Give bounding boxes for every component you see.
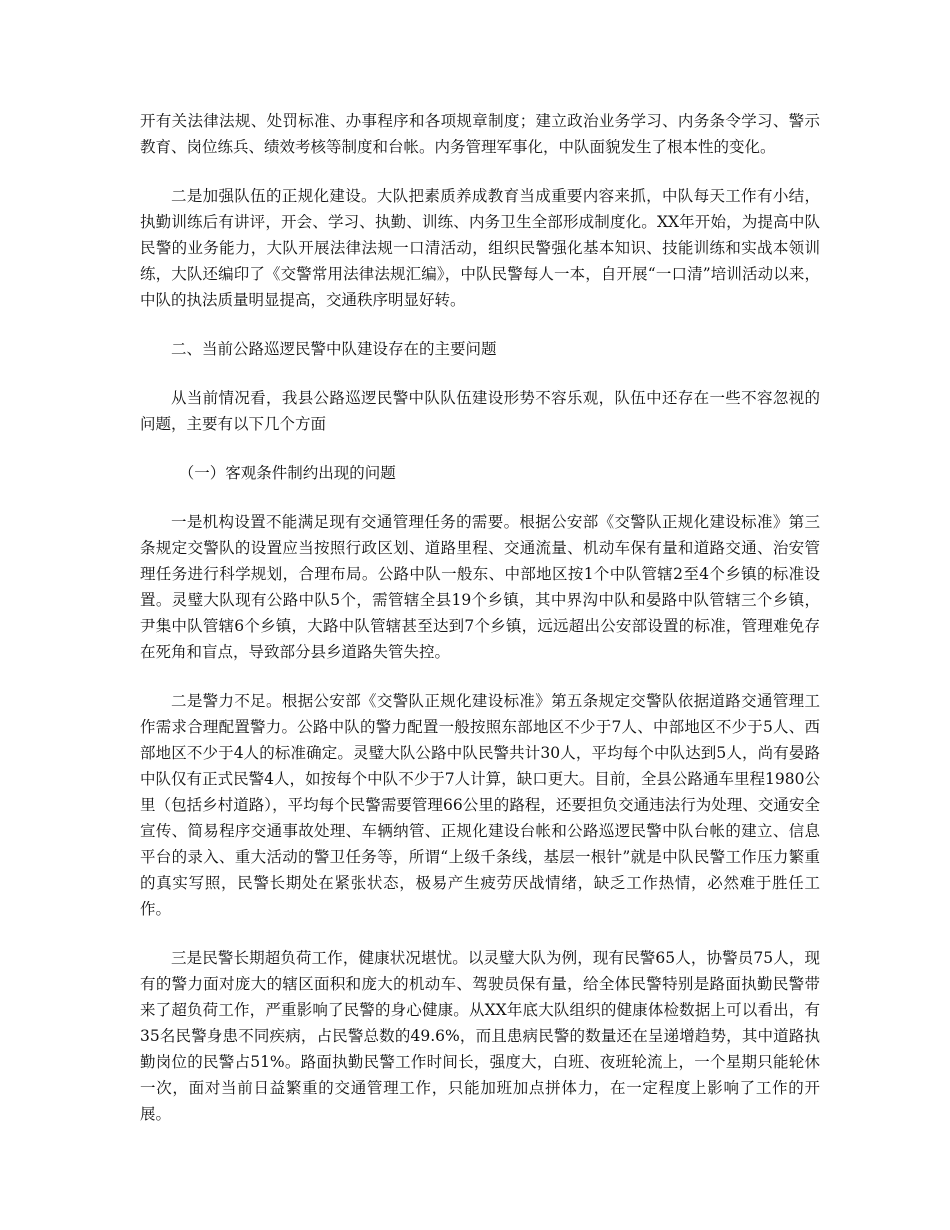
subsection-heading: （一）客观条件制约出现的问题 bbox=[178, 464, 396, 482]
paragraph-1: 开有关法律法规、处罚标准、办事程序和各项规章制度；建立政治业务学习、内务条令学习、警示教育、岗位练兵、绩效考核等制度和台帐。内务管理军事化，中队面貌发生了根本性的变化。 bbox=[140, 112, 820, 156]
paragraph-6: 三是民警长期超负荷工作，健康状况堪忧。以灵璧大队为例，现有民警65人，协警员75人，现有的警力面对庞大的辖区面积和庞大的机动车、驾驶员保有量，给全体民警特别是路面执勤民警带来了超负荷工作，严重影响了民警的身心健康。从XX年底大队组织的健康体检数据上可以看出，有35名民警身患不同疾病，占民警总数的49.6%，而且患病民警的数量还在呈递增趋势，其中道路执勤岗位的民警占51%。路面执勤民警工作时间长，强度大，白班、夜班轮流上，一个星期只能轮休一次，面对当前日益繁重的交通管理工作，只能加班加点拼体力，在一定程度上影响了工作的开展。 bbox=[140, 949, 820, 1123]
document-page bbox=[140, 108, 820, 1150]
section-heading: 二、当前公路巡逻民警中队建设存在的主要问题 bbox=[171, 340, 497, 358]
paragraph-2: 二是加强队伍的正规化建设。大队把素质养成教育当成重要内容来抓，中队每天工作有小结，执勤训练后有讲评，开会、学习、执勤、训练、内务卫生全部形成制度化。XX年开始，为提高中队民警的业务能力，大队开展法律法规一口清活动，组织民警强化基本知识、技能训练和实战本领训练，大队还编印了《交警常用法律法规汇编》，中队民警每人一本，自开展“一口清”培训活动以来，中队的执法质量明显提高，交通秩序明显好转。 bbox=[140, 187, 820, 309]
paragraph-5: 二是警力不足。根据公安部《交警队正规化建设标准》第五条规定交警队依据道路交通管理工作需求合理配置警力。公路中队的警力配置一般按照东部地区不少于7人、中部地区不少于5人、西部地区不少于4人的标准确定。灵璧大队公路中队民警共计30人，平均每个中队达到5人，尚有晏路中队仅有正式民警4人，如按每个中队不少于7人计算，缺口更大。目前，全县公路通车里程1980公里（包括乡村道路），平均每个民警需要管理66公里的路程，还要担负交通违法行为处理、交通安全宣传、简易程序交通事故处理、车辆纳管、正规化建设台帐和公路巡逻民警中队台帐的建立、信息平台的录入、重大活动的警卫任务等，所谓“上级千条线，基层一根针”就是中队民警工作压力繁重的真实写照，民警长期处在紧张状态，极易产生疲劳厌战情绪，缺乏工作热情，必然难于胜任工作。 bbox=[140, 692, 820, 918]
paragraph-4: 一是机构设置不能满足现有交通管理任务的需要。根据公安部《交警队正规化建设标准》第三条规定交警队的设置应当按照行政区划、道路里程、交通流量、机动车保有量和道路交通、治安管理任务进行科学规划，合理布局。公路中队一般东、中部地区按1个中队管辖2至4个乡镇的标准设置。灵璧大队现有公路中队5个，需管辖全县19个乡镇，其中界沟中队和晏路中队管辖三个乡镇，尹集中队管辖6个乡镇，大路中队管辖甚至达到7个乡镇，远远超出公安部设置的标准，管理难免存在死角和盲点，导致部分县乡道路失管失控。 bbox=[140, 513, 820, 661]
paragraph-3: 从当前情况看，我县公路巡逻民警中队队伍建设形势不容乐观，队伍中还存在一些不容忽视的问题，主要有以下几个方面 bbox=[140, 389, 820, 433]
